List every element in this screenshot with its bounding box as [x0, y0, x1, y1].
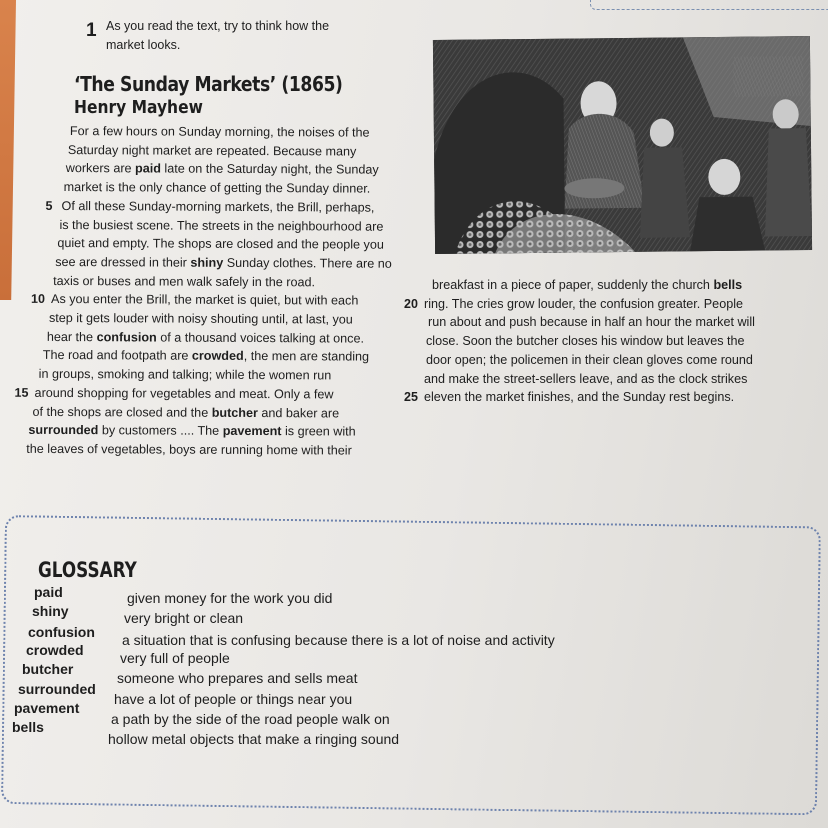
- top-dashed-box: [590, 0, 828, 10]
- line-text: , the men are standing: [243, 349, 370, 365]
- glossary-definition: someone who prepares and sells meat: [117, 670, 358, 687]
- article-line: [55, 253, 392, 273]
- glossary-word: shiny: [190, 255, 224, 270]
- article-line: [66, 159, 403, 179]
- line-text: the leaves of vegetables, boys are running home with their: [26, 441, 352, 458]
- line-text: run about and push because in half an hour the market will: [428, 315, 755, 330]
- glossary-term: paid: [34, 584, 63, 600]
- line-text: Of all these Sunday-morning markets, the Brill, perhaps,: [61, 198, 375, 215]
- task-number: 1: [86, 20, 97, 41]
- glossary-definition: a path by the side of the road people walk on: [111, 710, 390, 727]
- article-text-right-column: [404, 276, 755, 407]
- article-line: [31, 290, 388, 310]
- glossary-definition: hollow metal objects that make a ringing sound: [108, 730, 400, 747]
- glossary-word: surrounded: [28, 423, 99, 438]
- line-text: breakfast in a piece of paper, suddenly the church: [432, 278, 714, 292]
- page-edge-decoration: [0, 0, 16, 300]
- article-title: ‘The Sunday Markets’ (1865): [74, 72, 343, 96]
- line-text: close. Soon the butcher closes his window but leaves the: [426, 334, 745, 349]
- line-text: is the busiest scene. The streets in the neighbourhood are: [59, 217, 384, 234]
- article-line: [45, 197, 399, 217]
- line-text: Sunday clothes. There are no: [223, 255, 392, 271]
- article-line: [426, 332, 753, 351]
- engraving-image: [433, 36, 812, 254]
- glossary-word: pavement: [222, 424, 282, 439]
- line-text: The road and footpath are: [42, 348, 192, 364]
- line-text: market is the only chance of getting the Sunday dinner.: [63, 180, 371, 196]
- line-text: step it gets louder with noisy shouting until, at last, you: [48, 310, 353, 327]
- article-line: [404, 295, 751, 314]
- article-line: [14, 384, 372, 404]
- line-text: is green with: [281, 424, 356, 439]
- article-line: [424, 370, 751, 389]
- glossary-word: crowded: [191, 349, 244, 364]
- line-text: quiet and empty. The shops are closed and the people you: [57, 236, 384, 252]
- line-text: and make the street-sellers leave, and as the clock strikes: [424, 371, 748, 386]
- glossary-term: surrounded: [18, 681, 96, 697]
- glossary-title: GLOSSARY: [38, 558, 137, 582]
- glossary-term: pavement: [14, 700, 80, 716]
- line-text: and baker are: [257, 405, 340, 421]
- glossary-term: crowded: [26, 642, 84, 658]
- market-engraving-illustration: [433, 36, 812, 254]
- task-instruction-line: As you read the text, try to think how the: [106, 19, 330, 33]
- glossary-definition: very bright or clean: [124, 609, 244, 626]
- glossary-term: butcher: [22, 661, 74, 677]
- glossary-word: butcher: [211, 405, 258, 420]
- line-text: eleven the market finishes, and the Sunday rest begins.: [424, 390, 735, 405]
- line-text: taxis or buses and men walk safely in the road.: [53, 273, 316, 289]
- glossary-definition: have a lot of people or things near you: [114, 691, 353, 707]
- article-line: [49, 309, 386, 329]
- task-instruction: [106, 17, 376, 55]
- line-text: hear the: [46, 329, 97, 344]
- article-line: [47, 328, 384, 348]
- article-line: [428, 313, 755, 332]
- article-text-left-column: [14, 122, 398, 460]
- glossary-definition: given money for the work you did: [127, 590, 333, 606]
- line-number: 25: [404, 390, 418, 405]
- article-line: [32, 402, 369, 422]
- glossary-term: confusion: [28, 624, 95, 640]
- article-line: [64, 178, 401, 198]
- task-instruction-line: market looks.: [106, 38, 181, 52]
- line-text: ring. The cries grow louder, the confusion greater. People: [424, 296, 743, 311]
- line-text: door open; the policemen in their clean gloves come round: [426, 352, 753, 367]
- article-line: [70, 122, 407, 142]
- article-line: [426, 351, 753, 370]
- line-number: 20: [404, 296, 418, 311]
- article-line: [68, 141, 405, 161]
- article-line: [53, 272, 390, 292]
- line-text: Saturday night market are repeated. Because many: [67, 142, 357, 159]
- article-line: [404, 388, 751, 407]
- line-text: of a thousand voices talking at once.: [156, 330, 365, 346]
- glossary-term: shiny: [32, 603, 69, 619]
- glossary-word: confusion: [96, 329, 157, 345]
- line-text: For a few hours on Sunday morning, the noises of the: [69, 124, 370, 140]
- article-line: [43, 346, 380, 366]
- line-text: workers are: [65, 161, 136, 176]
- line-number: 5: [45, 198, 53, 213]
- glossary-word: paid: [135, 161, 161, 176]
- article-line: [28, 421, 365, 441]
- article-line: [432, 276, 759, 295]
- line-text: of the shops are closed and the: [32, 404, 212, 420]
- line-text: by customers .... The: [98, 423, 223, 439]
- article-line: [57, 234, 394, 254]
- line-text: around shopping for vegetables and meat. Only a few: [34, 385, 334, 402]
- line-text: in groups, smoking and talking; while the women run: [38, 367, 332, 383]
- line-text: As you enter the Brill, the market is quiet, but with each: [51, 292, 359, 308]
- article-line: [39, 365, 376, 385]
- glossary-term: bells: [12, 719, 44, 735]
- glossary-definition: a situation that is confusing because there is a lot of noise and activity: [122, 631, 555, 648]
- glossary-word: bells: [713, 278, 743, 292]
- article-line: [59, 216, 396, 236]
- article-author: Henry Mayhew: [74, 97, 203, 118]
- line-text: see are dressed in their: [55, 254, 191, 270]
- line-number: 10: [31, 292, 46, 307]
- line-number: 15: [14, 385, 29, 400]
- article-line: [26, 440, 363, 460]
- line-text: late on the Saturday night, the Sunday: [160, 161, 379, 178]
- glossary-definition: very full of people: [120, 650, 230, 667]
